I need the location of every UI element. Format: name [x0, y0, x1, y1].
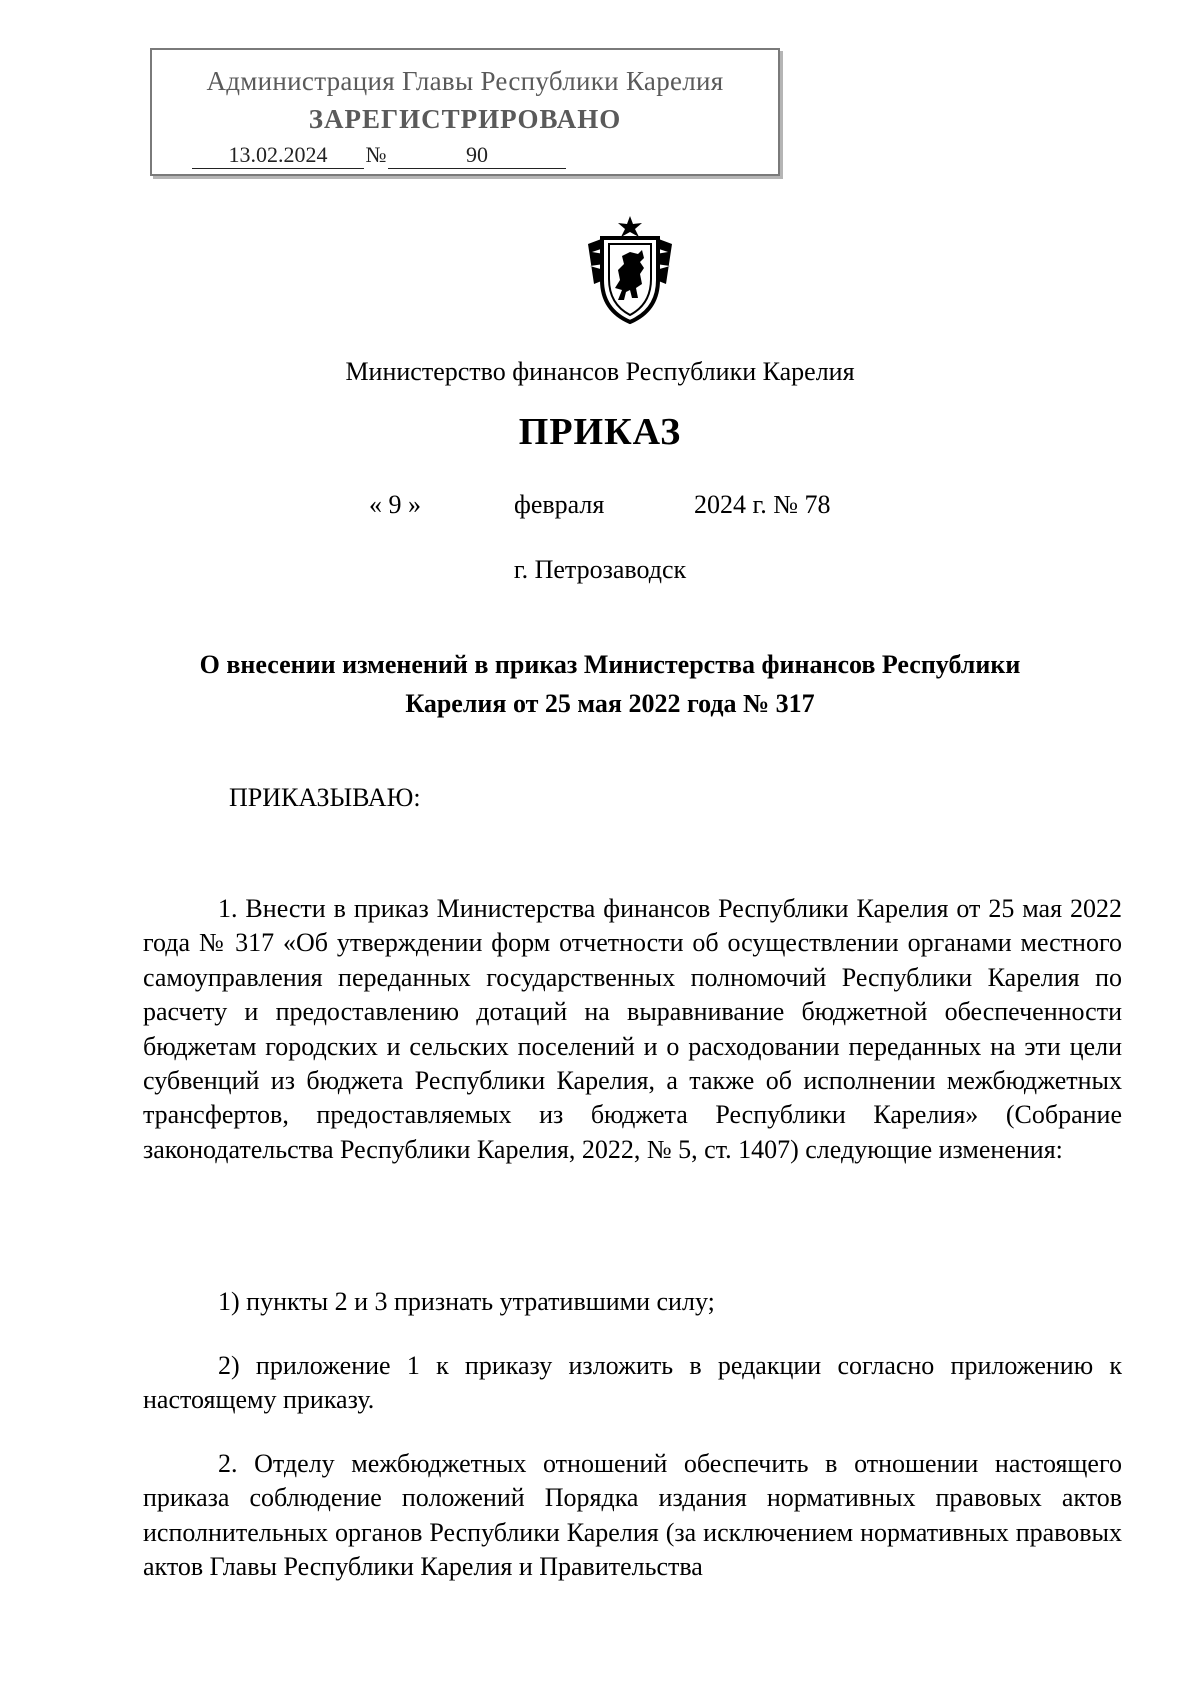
document-title: О внесении изменений в приказ Министерства финансов Республики Карелия от 25 мая 2022 года № 317 [199, 650, 1021, 718]
stamp-date: 13.02.2024 [192, 142, 364, 169]
document-type: ПРИКАЗ [518, 411, 682, 453]
karelia-coat-of-arms-icon [582, 214, 678, 326]
order-month: февраля [514, 490, 605, 519]
paragraph-2: 2. Отделу межбюджетных отношений обеспечить в отношении настоящего приказа соблюдение положений Порядка издания нормативных правовых актов исполнительных органов Республики Карелия (за исключением нормативных правовых актов Главы Республики Карелия и Правительства [143, 1449, 1122, 1582]
ministry-name: Министерство финансов Республики Карелия [345, 357, 855, 386]
city: г. Петрозаводск [513, 555, 687, 584]
paragraph-1: 1. Внести в приказ Министерства финансов Республики Карелия от 25 мая 2022 года № 317 «Об утверждении форм отчетности об осуществлении органами местного самоуправления переданных государственных полномочий Республики Карелия по расчету и предоставлению дотаций на выравнивание бюджетной обеспеченности бюджетам городских и сельских поселений и о расходовании переданных на эти цели субвенций из бюджета Республики Карелия, а также об исполнении межбюджетных трансфертов, предоставляемых из бюджета Республики Карелия» (Собрание законодательства Республики Карелия, 2022, № 5, ст. 1407) следующие изменения: [143, 894, 1122, 1164]
paragraph-1-item-2: 2) приложение 1 к приказу изложить в редакции согласно приложению к настоящему приказу. [143, 1351, 1122, 1415]
stamp-number: 90 [388, 142, 566, 169]
stamp-organization: Администрация Главы Республики Карелия [206, 66, 724, 96]
stamp-number-label: № [365, 142, 387, 167]
registration-stamp [150, 48, 780, 176]
paragraph-1-item-1: 1) пункты 2 и 3 признать утратившими силу; [218, 1287, 715, 1316]
stamp-registered: ЗАРЕГИСТРИРОВАНО [308, 104, 622, 134]
orders-word: ПРИКАЗЫВАЮ: [229, 783, 421, 812]
order-day: « 9 » [369, 490, 421, 519]
order-year-number: 2024 г. № 78 [694, 490, 831, 519]
stamp-registration-line [192, 142, 566, 169]
